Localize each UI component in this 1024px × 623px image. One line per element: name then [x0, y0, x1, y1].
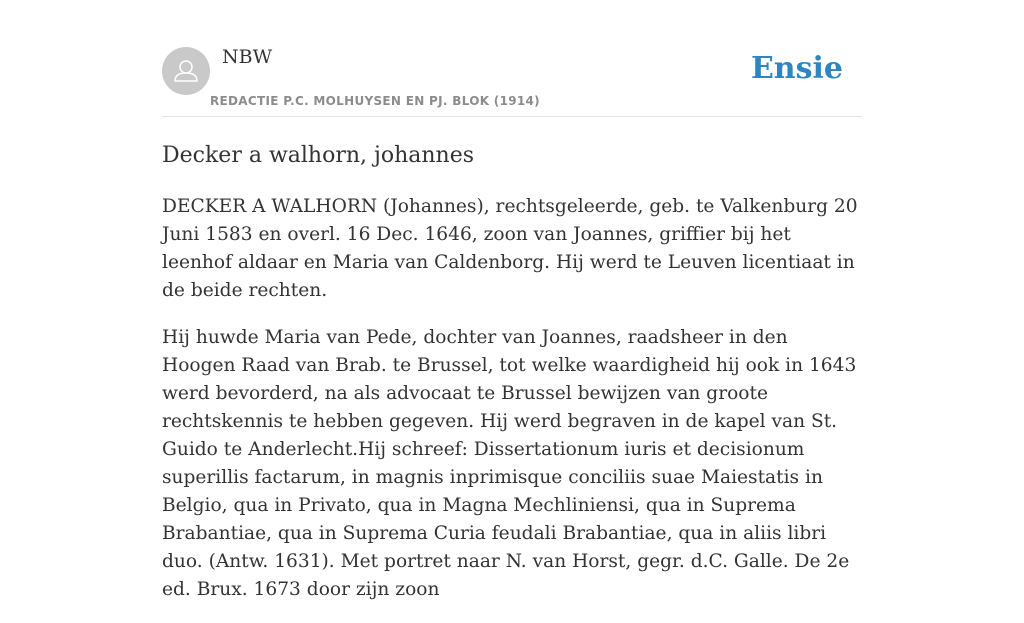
article-paragraph: Hij huwde Maria van Pede, dochter van Joannes, raadsheer in den Hoogen Raad van Brab. te Brussel, tot welke waardigheid hij ook in 1643 werd bevorderd, na als advocaat te Brussel bewijzen van groote rechtskennis te hebben gegeven. Hij werd begraven in de kapel van St. Guido te Anderlecht.Hij schreef: Dissertationum iuris et decisionum superillis factarum, in magnis inprimisque conciliis suae Maiestatis in Belgio, qua in Privato, qua in Magna Mechliniensi, qua in Suprema Brabantiae, qua in Suprema Curia feudali Brabantiae, qua in aliis libri duo. (Antw. 1631). Met portret naar N. van Horst, gegr. d.C. Galle. De 2e ed. Brux. 1673 door zijn zoon: [162, 327, 857, 600]
avatar-silhouette: [162, 47, 210, 95]
page: [162, 0, 862, 623]
ensie-logo-link[interactable]: Ensie: [750, 51, 843, 86]
source-name[interactable]: NBW: [222, 46, 273, 68]
article-title: Decker a walhorn, johannes: [162, 143, 475, 168]
article-paragraph: DECKER A WALHORN (Johannes), rechtsgeleerde, geb. te Valkenburg 20 Juni 1583 en overl. 16 Dec. 1646, zoon van Joannes, griffier bij het leenhof aldaar en Maria van Caldenborg. Hij werd te Leuven licentiaat in de beide rechten.: [162, 196, 858, 301]
source-header: [162, 0, 862, 117]
source-editors: REDACTIE P.C. MOLHUYSEN EN PJ. BLOK (1914): [210, 94, 540, 108]
article-body: [162, 193, 862, 604]
user-avatar-icon[interactable]: [162, 47, 210, 95]
